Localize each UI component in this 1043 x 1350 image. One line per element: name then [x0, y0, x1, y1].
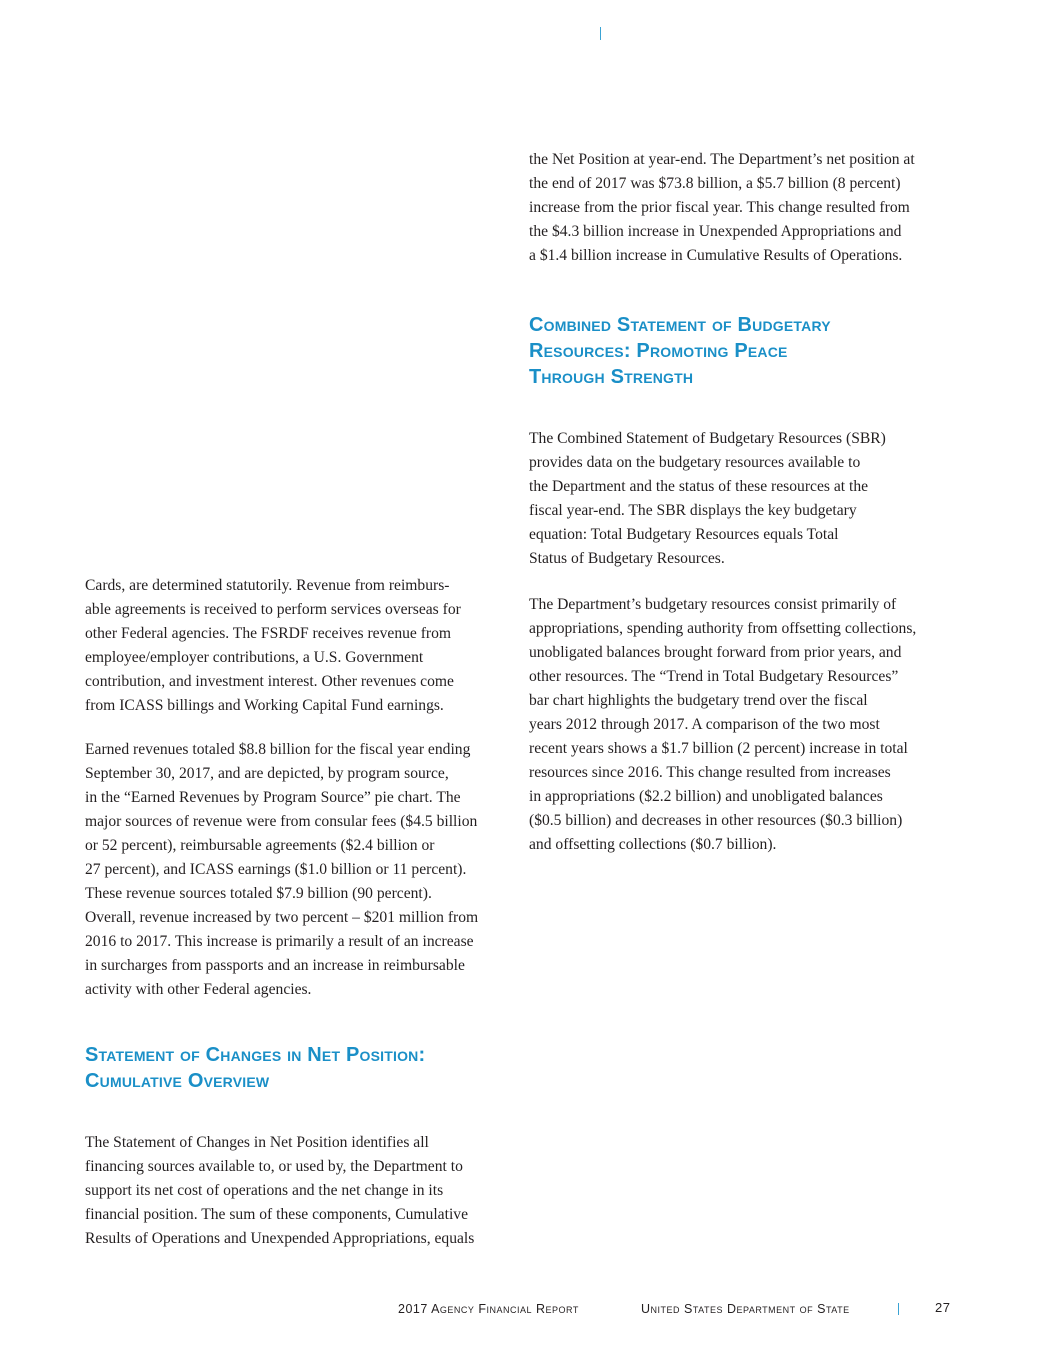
text-line: the end of 2017 was $73.8 billion, a $5.7 billion (8 percent) [529, 175, 901, 192]
text-line: years 2012 through 2017. A comparison of the two most [529, 716, 880, 733]
right-column [529, 148, 959, 857]
text-line: support its net cost of operations and the net change in its [85, 1182, 444, 1199]
text-line: Cards, are determined statutorily. Revenue from reimburs- [85, 577, 450, 594]
text-line: The Department’s budgetary resources consist primarily of [529, 596, 897, 613]
revenue-sources-paragraph [85, 574, 515, 718]
text-line: bar chart highlights the budgetary trend over the fiscal [529, 692, 868, 709]
heading-line: Cumulative Overview [85, 1070, 270, 1092]
text-line: recent years shows a $1.7 billion (2 percent) increase in total [529, 740, 908, 757]
text-line: in the “Earned Revenues by Program Source” pie chart. The [85, 789, 461, 806]
budgetary-resources-paragraph [529, 593, 959, 857]
text-line: September 30, 2017, and are depicted, by program source, [85, 765, 449, 782]
text-line: increase from the prior fiscal year. This change resulted from [529, 199, 910, 216]
footer-divider [898, 1303, 899, 1315]
text-line: contribution, and investment interest. Other revenues come [85, 673, 454, 690]
text-line: and offsetting collections ($0.7 billion). [529, 836, 777, 853]
footer-report-title: 2017 Agency Financial Report [398, 1302, 579, 1316]
text-line: Earned revenues totaled $8.8 billion for the fiscal year ending [85, 741, 471, 758]
heading-line: Through Strength [529, 366, 694, 388]
footer-department-name: United States Department of State [641, 1302, 850, 1316]
text-line: ($0.5 billion) and decreases in other resources ($0.3 billion) [529, 812, 903, 829]
text-line: equation: Total Budgetary Resources equals Total [529, 526, 839, 543]
text-line: in surcharges from passports and an increase in reimbursable [85, 957, 465, 974]
header-divider-mark [600, 27, 601, 40]
text-line: major sources of revenue were from consular fees ($4.5 billion [85, 813, 478, 830]
text-line: Overall, revenue increased by two percent – $201 million from [85, 909, 479, 926]
text-line: resources since 2016. This change resulted from increases [529, 764, 891, 781]
text-line: appropriations, spending authority from offsetting collections, [529, 620, 917, 637]
left-column [85, 574, 515, 1251]
text-line: a $1.4 billion increase in Cumulative Results of Operations. [529, 247, 903, 264]
text-line: Status of Budgetary Resources. [529, 550, 725, 567]
text-line: activity with other Federal agencies. [85, 981, 312, 998]
budgetary-resources-heading [529, 312, 959, 390]
text-line: financing sources available to, or used by, the Department to [85, 1158, 463, 1175]
sbr-intro-paragraph [529, 427, 959, 571]
page-footer [0, 1299, 1043, 1319]
text-line: the Department and the status of these resources at the [529, 478, 869, 495]
text-line: or 52 percent), reimbursable agreements ($2.4 billion or [85, 837, 435, 854]
page-number: 27 [935, 1300, 951, 1315]
text-line: financial position. The sum of these components, Cumulative [85, 1206, 468, 1223]
text-line: in appropriations ($2.2 billion) and unobligated balances [529, 788, 883, 805]
text-line: able agreements is received to perform services overseas for [85, 601, 461, 618]
text-line: 27 percent), and ICASS earnings ($1.0 billion or 11 percent). [85, 861, 467, 878]
text-line: fiscal year-end. The SBR displays the key budgetary [529, 502, 857, 519]
changes-net-position-paragraph [85, 1131, 515, 1251]
text-line: from ICASS billings and Working Capital Fund earnings. [85, 697, 444, 714]
text-line: unobligated balances brought forward from prior years, and [529, 644, 902, 661]
heading-line: Combined Statement of Budgetary [529, 314, 831, 336]
text-line: 2016 to 2017. This increase is primarily a result of an increase [85, 933, 474, 950]
text-line: The Combined Statement of Budgetary Resources (SBR) [529, 430, 886, 447]
text-line: other resources. The “Trend in Total Budgetary Resources” [529, 668, 899, 685]
text-line: These revenue sources totaled $7.9 billion (90 percent). [85, 885, 432, 902]
net-position-heading [85, 1042, 515, 1094]
text-line: provides data on the budgetary resources available to [529, 454, 861, 471]
text-line: the $4.3 billion increase in Unexpended Appropriations and [529, 223, 902, 240]
text-line: The Statement of Changes in Net Position identifies all [85, 1134, 429, 1151]
text-line: employee/employer contributions, a U.S. Government [85, 649, 424, 666]
text-line: other Federal agencies. The FSRDF receives revenue from [85, 625, 452, 642]
net-position-paragraph [529, 148, 959, 268]
text-line: Results of Operations and Unexpended Appropriations, equals [85, 1230, 475, 1247]
earned-revenues-paragraph [85, 738, 515, 1002]
heading-line: Resources: Promoting Peace [529, 340, 788, 362]
text-line: the Net Position at year-end. The Department’s net position at [529, 151, 915, 168]
heading-line: Statement of Changes in Net Position: [85, 1044, 426, 1066]
